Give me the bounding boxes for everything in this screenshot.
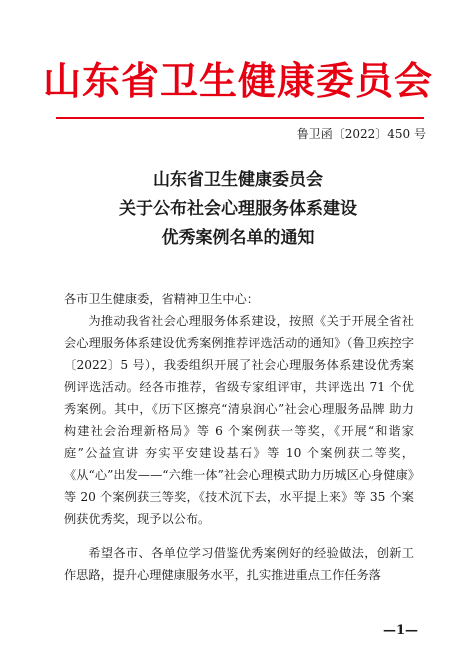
- organization-header: 山东省卫生健康委员会: [42, 58, 433, 103]
- body-paragraph-1: 为推动我省社会心理服务体系建设，按照《关于开展全省社会心理服务体系建设优秀案例推荐评选活动的通知》（鲁卫疾控字〔2022〕5 号），我委组织开展了社会心理服务体系建设优秀案例评选活动。经各市推荐，省级专家组评审，共评选出 71 个优秀案例。其中，《历下区擦亮“清泉润心”社会心理服务品牌 助力构建社会治理新格局》等 6 个案例获一等奖，《开展“和谐家庭”公益宣讲 夯实平安建设基石》等 10 个案例获二等奖，《从“心”出发——“六维一体”社会心理模式助力历城区心身健康》等 20 个案例获三等奖，《技术沉下去，水平提上来》等 35 个案例获优秀奖，现予以公布。: [64, 314, 414, 526]
- body-paragraph-2: 希望各市、各单位学习借鉴优秀案例好的经验做法，创新工作思路，提升心理健康服务水平，扎实推进重点工作任务落: [64, 546, 414, 582]
- notice-body: [64, 288, 414, 586]
- notice-title: [0, 166, 476, 253]
- title-line-2: 关于公布社会心理服务体系建设: [119, 199, 357, 219]
- title-line-3: 优秀案例名单的通知: [161, 228, 315, 248]
- salutation: 各市卫生健康委，省精神卫生中心：: [64, 292, 259, 306]
- page-number: —1—: [382, 623, 418, 638]
- title-line-1: 山东省卫生健康委员会: [153, 170, 323, 190]
- document-number: 鲁卫函〔2022〕450 号: [296, 127, 426, 141]
- red-header-rule: [56, 117, 424, 119]
